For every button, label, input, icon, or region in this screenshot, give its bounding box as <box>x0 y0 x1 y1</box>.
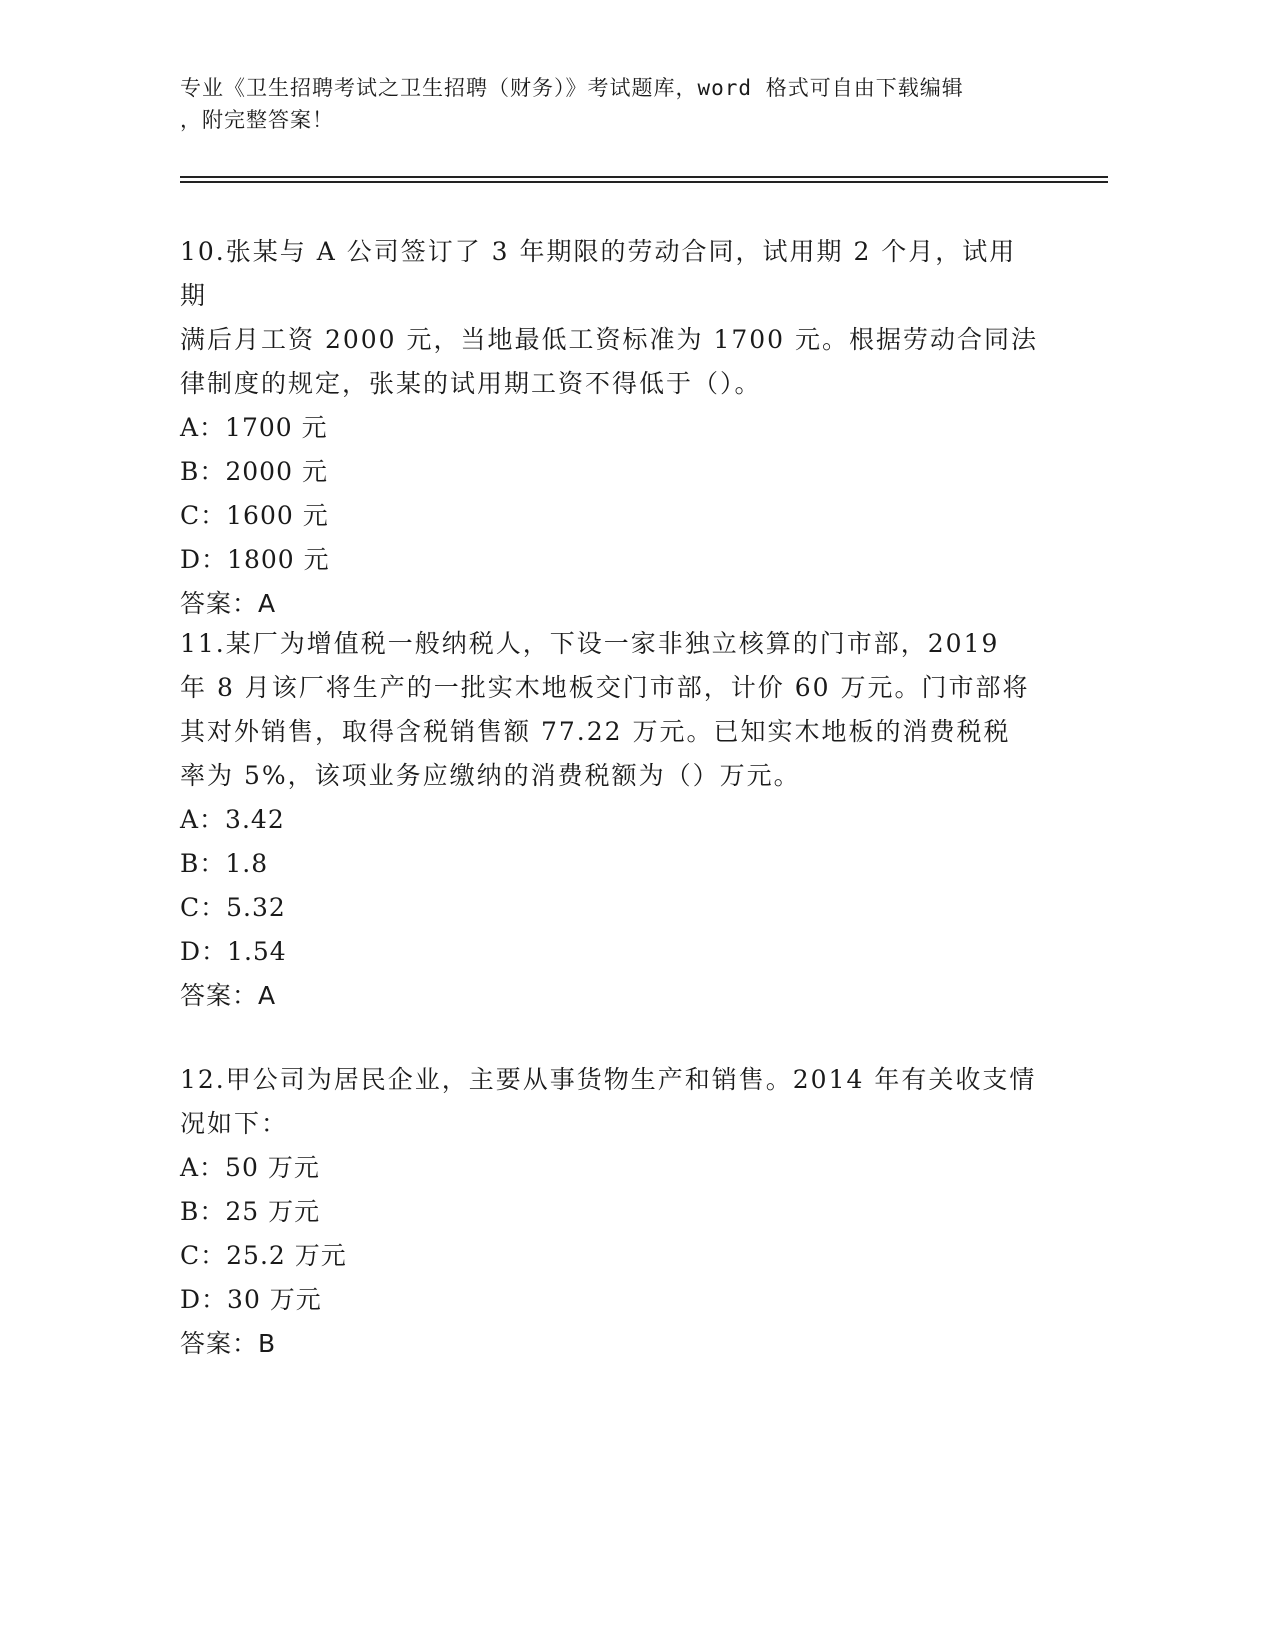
option-a: A：3.42 <box>180 805 285 834</box>
question-stem-line: 况如下： <box>180 1109 289 1138</box>
answer: 答案：B <box>180 1329 277 1358</box>
question-stem-line: 率为 5%，该项业务应缴纳的消费税额为（）万元。 <box>180 761 801 790</box>
question-12 <box>180 1058 1040 1366</box>
header-divider-bottom <box>180 181 1108 183</box>
option-c: C：5.32 <box>180 893 286 922</box>
option-d: D：1.54 <box>180 937 287 966</box>
option-a: A：1700 元 <box>180 413 328 442</box>
option-b: B：25 万元 <box>180 1197 321 1226</box>
header-line-1: 专业《卫生招聘考试之卫生招聘（财务）》考试题库，word 格式可自由下载编辑 <box>180 76 964 100</box>
option-a: A：50 万元 <box>180 1153 320 1182</box>
option-c: C：25.2 万元 <box>180 1241 347 1270</box>
question-stem-line: 满后月工资 2000 元，当地最低工资标准为 1700 元。根据劳动合同法 <box>180 325 1039 354</box>
answer: 答案：A <box>180 589 277 618</box>
option-b: B：1.8 <box>180 849 269 878</box>
option-c: C：1600 元 <box>180 501 329 530</box>
option-b: B：2000 元 <box>180 457 328 486</box>
question-stem-line: 10.张某与 A 公司签订了 3 年期限的劳动合同，试用期 2 个月，试用期 <box>180 237 1017 310</box>
question-stem-line: 年 8 月该厂将生产的一批实木地板交门市部，计价 60 万元。门市部将 <box>180 673 1030 702</box>
question-stem-line: 律制度的规定，张某的试用期工资不得低于（）。 <box>180 369 762 398</box>
option-d: D：30 万元 <box>180 1285 322 1314</box>
question-10 <box>180 230 1040 626</box>
question-11 <box>180 622 1040 1018</box>
answer: 答案：A <box>180 981 277 1010</box>
header-divider-top <box>180 176 1108 178</box>
document-header <box>180 72 1040 136</box>
question-stem-line: 11.某厂为增值税一般纳税人，下设一家非独立核算的门市部，2019 <box>180 629 1000 658</box>
question-stem-line: 12.甲公司为居民企业，主要从事货物生产和销售。2014 年有关收支情 <box>180 1065 1037 1094</box>
option-d: D：1800 元 <box>180 545 330 574</box>
question-stem-line: 其对外销售，取得含税销售额 77.22 万元。已知实木地板的消费税税 <box>180 717 1011 746</box>
header-line-2: ，附完整答案！ <box>180 108 334 132</box>
